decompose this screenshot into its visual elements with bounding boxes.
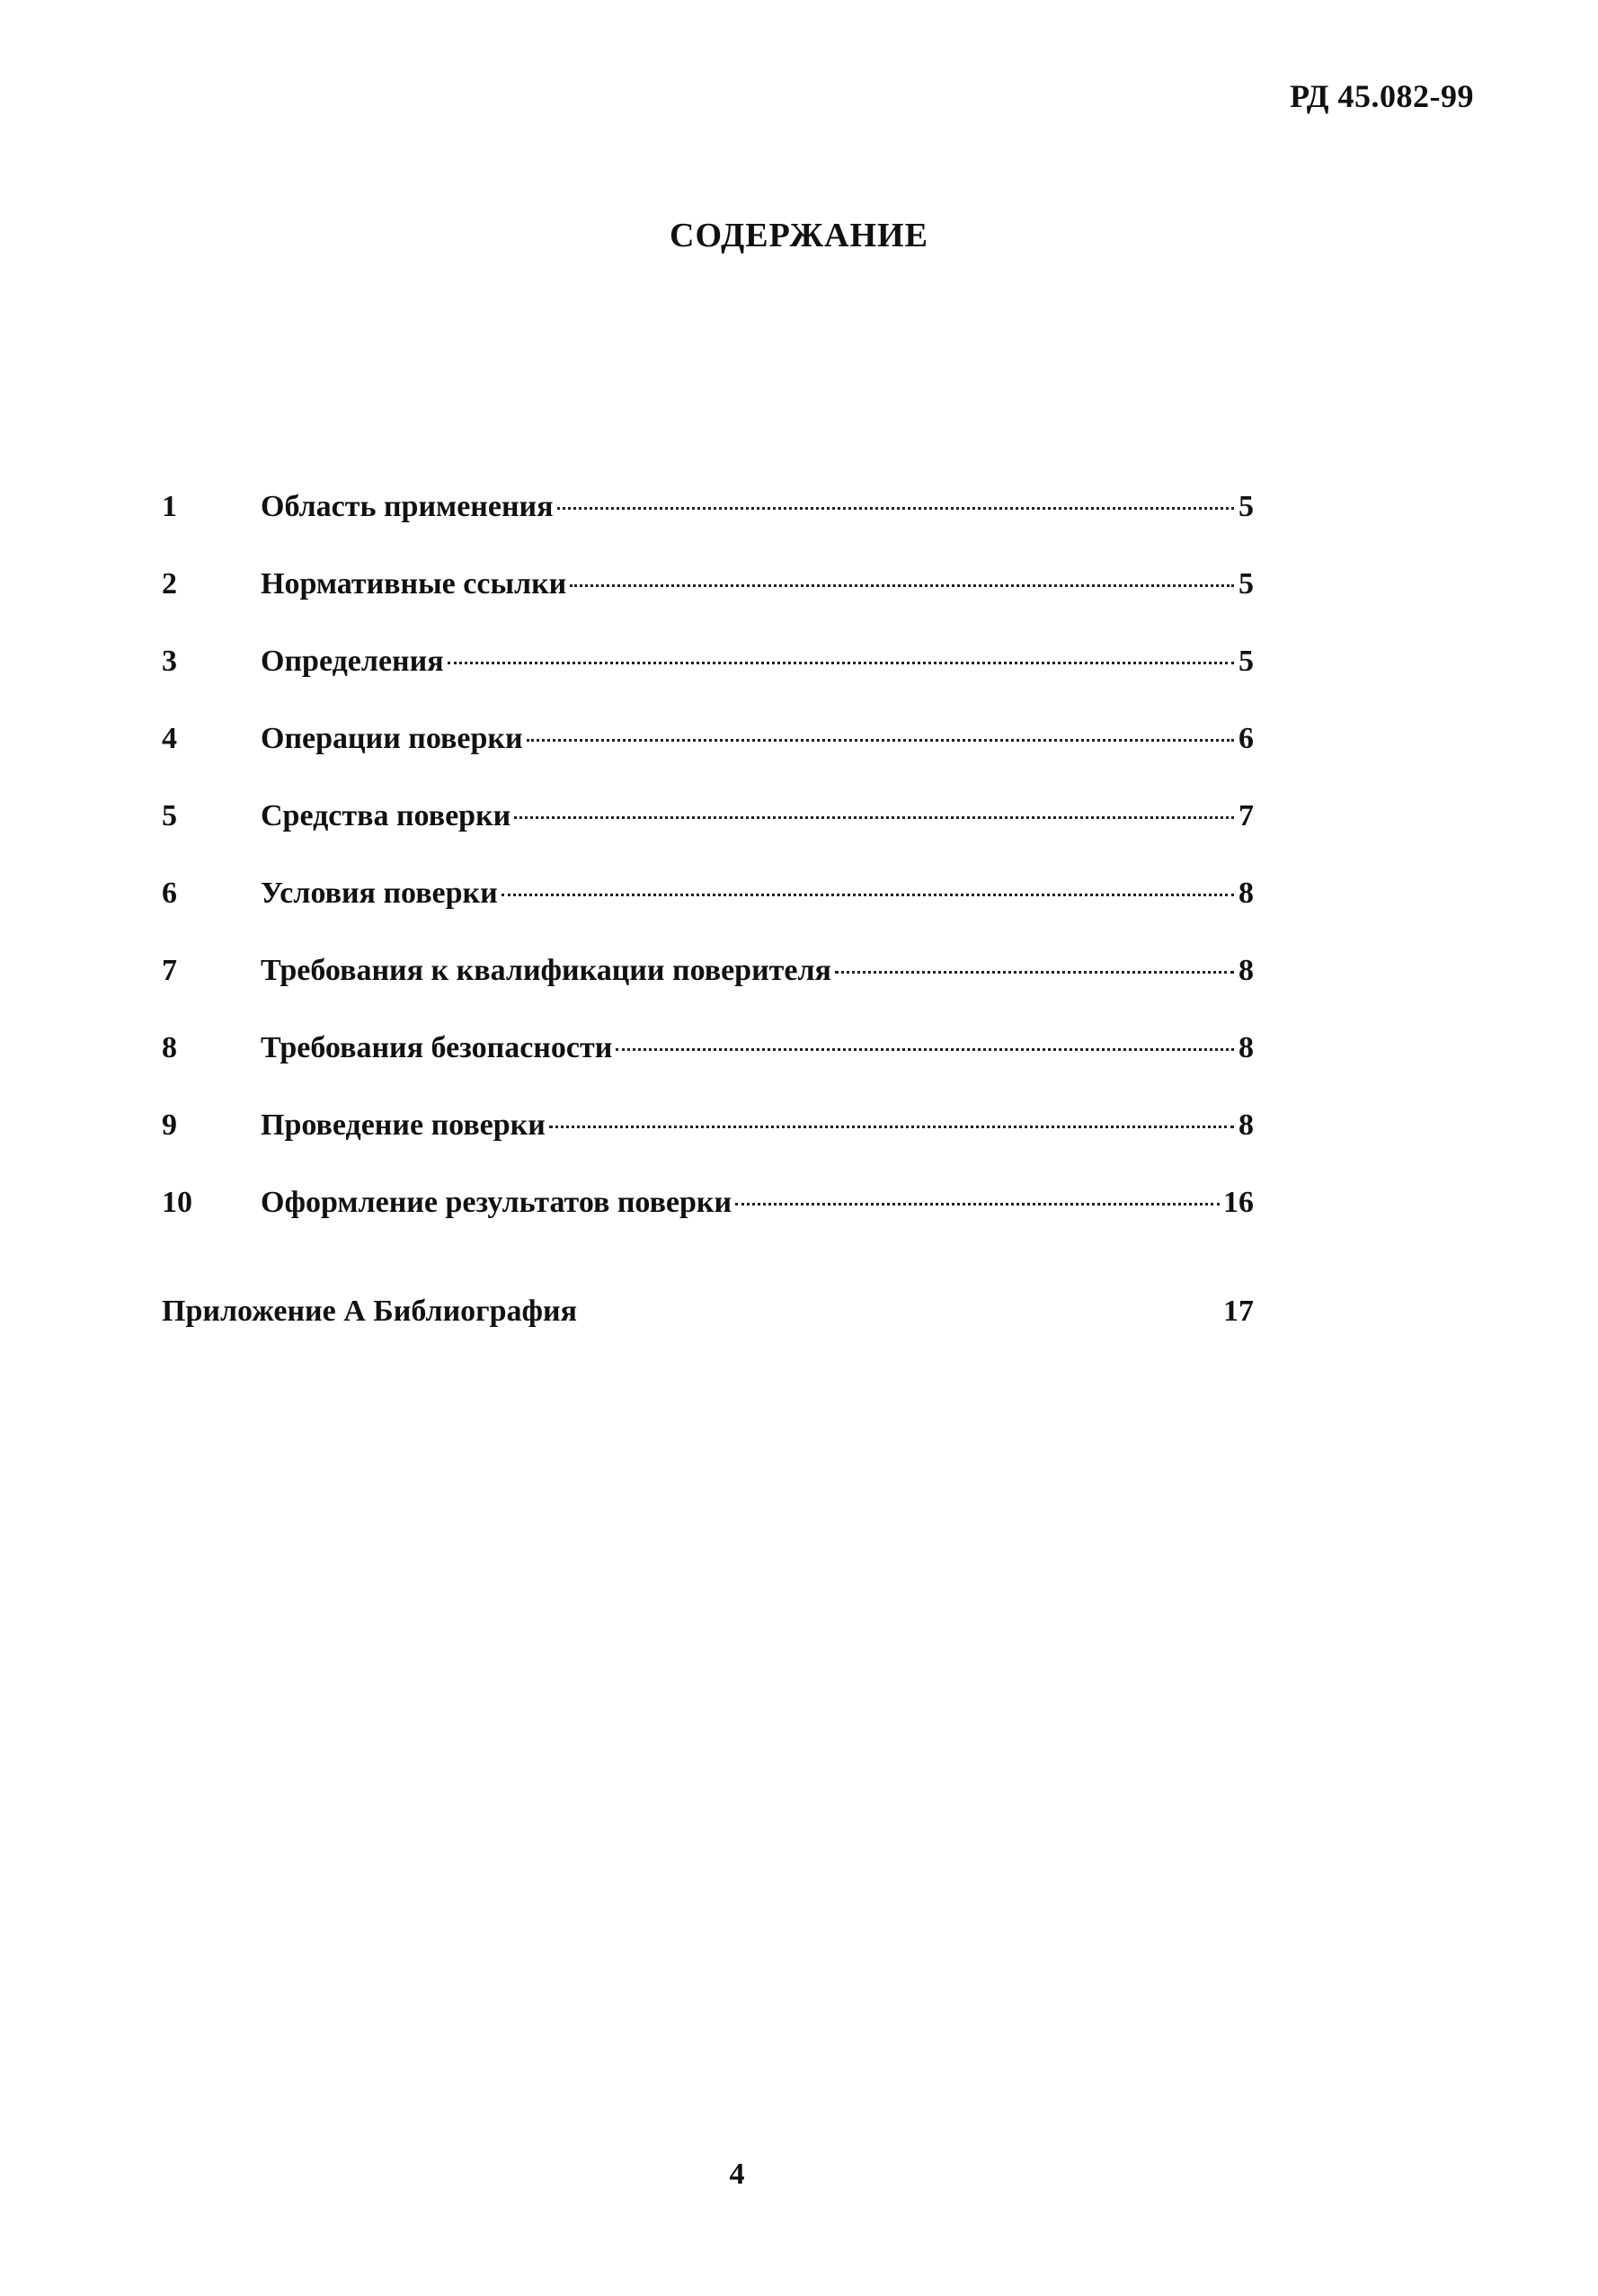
toc-entry [162, 1108, 1254, 1186]
toc-dot-leader [557, 507, 1234, 510]
toc-entry [162, 799, 1254, 877]
toc-dot-leader [616, 1048, 1234, 1051]
toc-entry-page: 8 [1238, 1108, 1254, 1142]
document-code: РД 45.082-99 [1290, 78, 1474, 114]
toc-appendix-page: 17 [1223, 1295, 1254, 1328]
toc-entry-page: 6 [1238, 722, 1254, 755]
toc-entry-number: 10 [162, 1186, 192, 1219]
toc-entry-page: 5 [1238, 567, 1254, 601]
toc-dot-leader [570, 584, 1234, 587]
toc-entry-label: Область применения [261, 490, 554, 523]
toc-entry-label: Требования к квалификации поверителя [261, 954, 831, 987]
toc-entry [162, 490, 1254, 567]
page-number: 4 [729, 2158, 745, 2191]
toc-entry-number: 4 [162, 722, 177, 755]
toc-entry-label: Проведение поверки [261, 1108, 546, 1142]
toc-entry-number: 3 [162, 645, 177, 678]
toc-appendix-entry [162, 1295, 1254, 1329]
toc-entry [162, 722, 1254, 799]
toc-entry-label: Нормативные ссылки [261, 567, 567, 601]
toc-dot-leader [502, 894, 1234, 896]
toc-entry [162, 645, 1254, 722]
toc-entry-page: 8 [1238, 877, 1254, 910]
toc-entry [162, 954, 1254, 1031]
toc-entry-number: 7 [162, 954, 177, 987]
toc-entry-page: 7 [1238, 799, 1254, 832]
toc-entry-page: 8 [1238, 1031, 1254, 1064]
toc-entry-label: Условия поверки [261, 877, 498, 910]
toc-entry-label: Операции поверки [261, 722, 523, 755]
toc-dot-leader [735, 1203, 1220, 1206]
toc-entry-label: Оформление результатов поверки [261, 1186, 732, 1219]
toc-entry [162, 1031, 1254, 1108]
toc-entry-number: 6 [162, 877, 177, 910]
toc-entry [162, 1186, 1254, 1263]
toc-list [162, 490, 1254, 1263]
toc-entry-page: 5 [1238, 645, 1254, 678]
toc-entry-number: 8 [162, 1031, 177, 1064]
toc-entry-number: 1 [162, 490, 177, 523]
toc-entry-number: 2 [162, 567, 177, 601]
toc-dot-leader [549, 1126, 1234, 1128]
toc-entry-page: 5 [1238, 490, 1254, 523]
toc-entry [162, 567, 1254, 645]
toc-entry-page: 16 [1223, 1186, 1254, 1219]
toc-title: СОДЕРЖАНИЕ [670, 217, 928, 254]
toc-entry-label: Средства поверки [261, 799, 511, 832]
toc-entry [162, 877, 1254, 954]
toc-dot-leader [514, 816, 1234, 819]
toc-appendix-label: Приложение А Библиография [162, 1295, 578, 1328]
toc-entry-number: 5 [162, 799, 177, 832]
toc-entry-label: Требования безопасности [261, 1031, 613, 1064]
toc-entry-page: 8 [1238, 954, 1254, 987]
toc-dot-leader [448, 662, 1234, 664]
toc-entry-label: Определения [261, 645, 444, 678]
toc-dot-leader [835, 971, 1234, 974]
toc-entry-number: 9 [162, 1108, 177, 1142]
toc-dot-leader [527, 739, 1234, 742]
